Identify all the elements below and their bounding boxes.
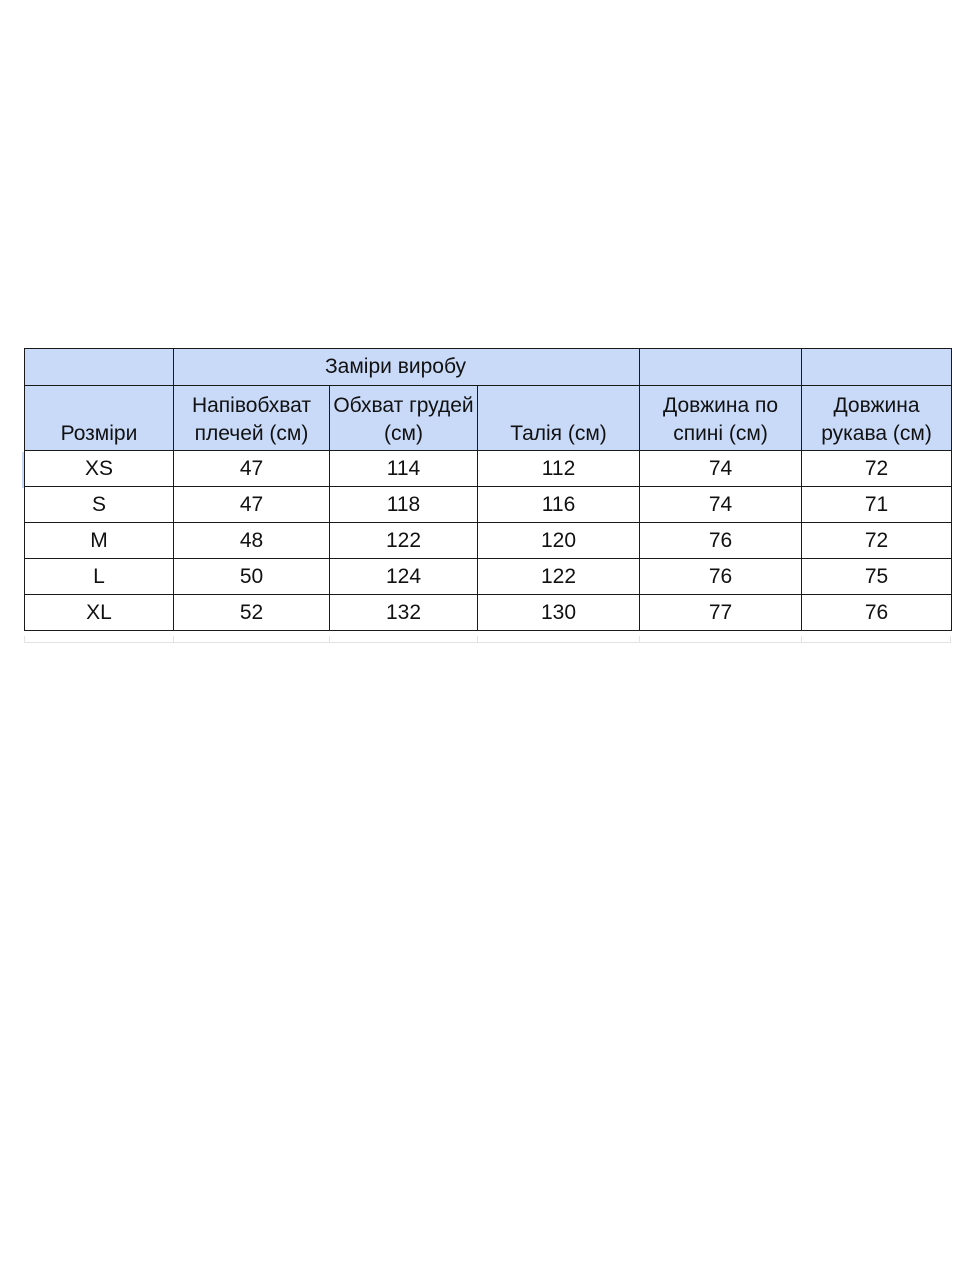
table-cell: 122	[478, 559, 640, 595]
table-cell: 47	[174, 451, 330, 487]
size-chart	[24, 348, 951, 631]
group-header-title: Заміри виробу	[174, 349, 640, 386]
table-row	[25, 487, 952, 523]
column-header-waist: Талія (см)	[478, 386, 640, 451]
table-cell: 77	[640, 595, 802, 631]
header-cell-empty	[640, 349, 802, 386]
table-cell: 120	[478, 523, 640, 559]
column-header-chest: Обхват грудей (см)	[330, 386, 478, 451]
table-cell: 118	[330, 487, 478, 523]
table-cell: 74	[640, 487, 802, 523]
table-cell: 75	[802, 559, 952, 595]
table-cell: 114	[330, 451, 478, 487]
table-row	[25, 595, 952, 631]
table-cell: XS	[25, 451, 174, 487]
column-header-half-shoulder: Напівобхват плечей (см)	[174, 386, 330, 451]
table-cell: 76	[640, 559, 802, 595]
table-cell: 76	[802, 595, 952, 631]
table-cell: 74	[640, 451, 802, 487]
column-header-size: Розміри	[25, 386, 174, 451]
spreadsheet-gridlines	[24, 636, 951, 643]
size-table	[24, 348, 952, 631]
table-cell: 52	[174, 595, 330, 631]
row-selection-marker	[22, 452, 24, 488]
table-cell: S	[25, 487, 174, 523]
table-cell: 47	[174, 487, 330, 523]
column-header-sleeve-length: Довжина рукава (см)	[802, 386, 952, 451]
table-cell: 72	[802, 451, 952, 487]
column-header-back-length: Довжина по спині (см)	[640, 386, 802, 451]
table-cell: 48	[174, 523, 330, 559]
table-cell: L	[25, 559, 174, 595]
table-cell: 132	[330, 595, 478, 631]
table-row	[25, 451, 952, 487]
table-cell: 72	[802, 523, 952, 559]
table-cell: 76	[640, 523, 802, 559]
table-cell: 124	[330, 559, 478, 595]
table-cell: 130	[478, 595, 640, 631]
table-cell: XL	[25, 595, 174, 631]
table-cell: 50	[174, 559, 330, 595]
column-header-row	[25, 386, 952, 451]
table-cell: 116	[478, 487, 640, 523]
table-cell: 112	[478, 451, 640, 487]
table-cell: 71	[802, 487, 952, 523]
table-cell: 122	[330, 523, 478, 559]
table-row	[25, 559, 952, 595]
group-header-row	[25, 349, 952, 386]
table-cell: M	[25, 523, 174, 559]
header-cell-empty	[802, 349, 952, 386]
header-cell-empty	[25, 349, 174, 386]
table-row	[25, 523, 952, 559]
